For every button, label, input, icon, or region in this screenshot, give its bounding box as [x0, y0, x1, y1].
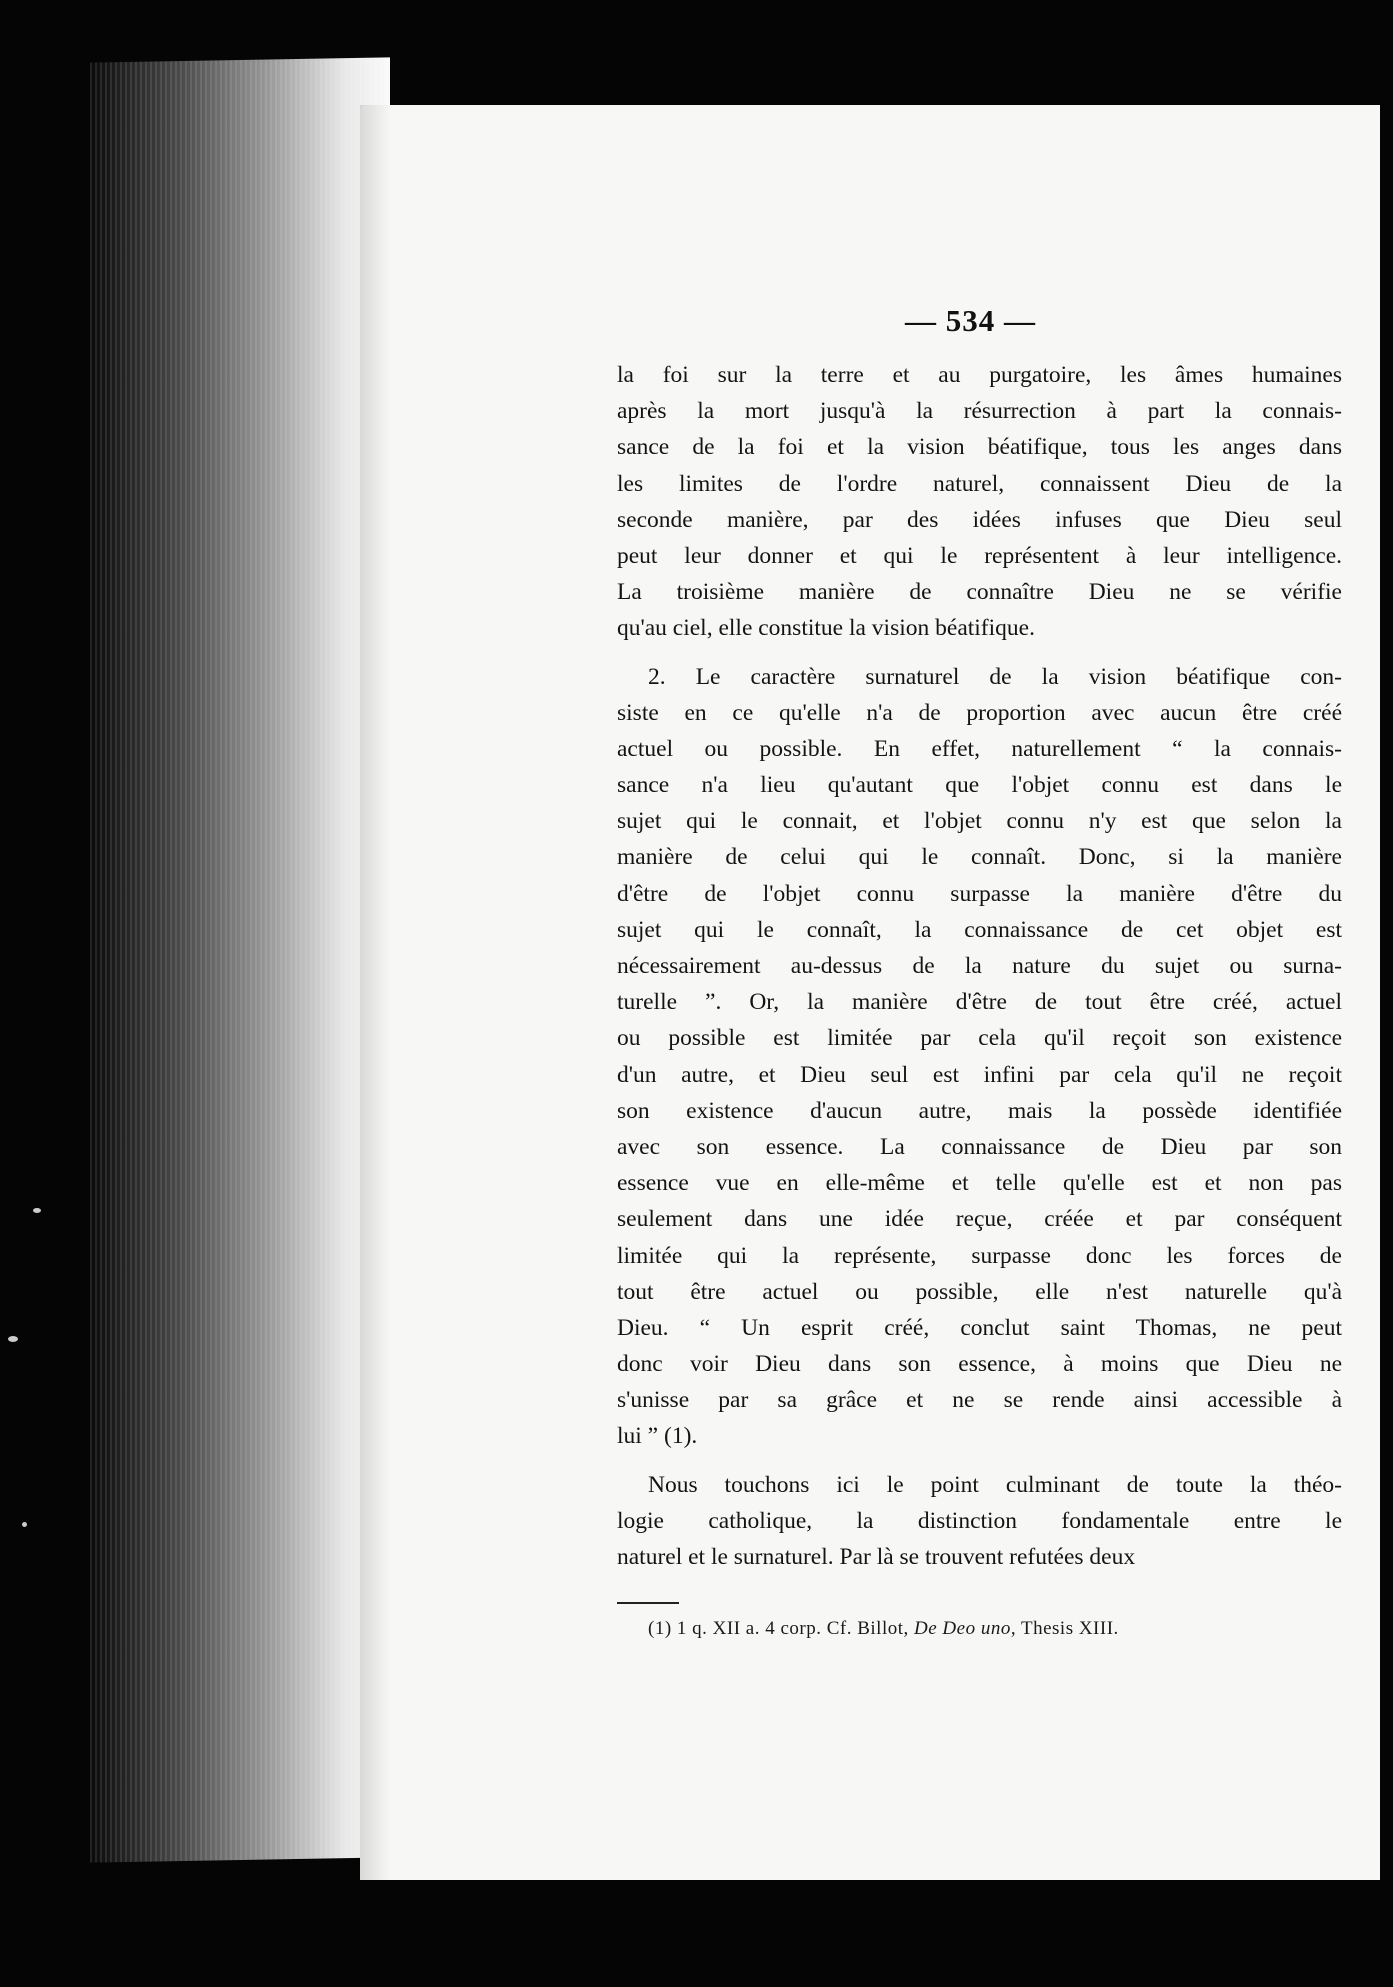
text-line: naturel et le surnaturel. Par là se trouvent refutées deux	[617, 1544, 1136, 1570]
text-line: sujet qui le connait, et l'objet connu n'y est que selon la	[617, 808, 1342, 835]
footnote-suffix: , Thesis XIII.	[1010, 1618, 1119, 1639]
text-line: logie catholique, la distinction fondamentale entre le	[617, 1507, 1342, 1534]
page-number: — 534 —	[905, 303, 1036, 338]
text-line: sance n'a lieu qu'autant que l'objet connu est dans le	[617, 772, 1342, 799]
footnote-rule	[617, 1602, 679, 1604]
footnote	[648, 1618, 1308, 1640]
text-line: La troisième manière de connaître Dieu ne se vérifie	[617, 579, 1342, 606]
text-line: avec son essence. La connaissance de Dieu par son	[617, 1133, 1342, 1160]
paragraph	[617, 659, 1342, 1455]
body-text	[617, 357, 1342, 1575]
footnote-title: De Deo uno	[914, 1618, 1011, 1639]
paragraph-gap	[617, 1455, 1342, 1467]
text-line: siste en ce qu'elle n'a de proportion avec aucun être créé	[617, 699, 1342, 726]
scan-speck	[8, 1336, 18, 1342]
text-line: nécessairement au-dessus de la nature du sujet ou surna-	[617, 953, 1342, 979]
text-line: après la mort jusqu'à la résurrection à part la connais-	[617, 398, 1342, 425]
text-line: actuel ou possible. En effet, naturellement “ la connais-	[617, 735, 1342, 762]
scan-speck	[22, 1522, 27, 1527]
text-line: essence vue en elle-même et telle qu'elle est et non pas	[617, 1170, 1342, 1197]
text-line: sance de la foi et la vision béatifique, tous les anges dans	[617, 434, 1342, 461]
paragraph	[617, 1467, 1342, 1576]
text-line: sujet qui le connaît, la connaissance de cet objet est	[617, 916, 1342, 943]
text-line: d'être de l'objet connu surpasse la manière d'être du	[617, 880, 1342, 907]
text-line: manière de celui qui le connaît. Donc, si la manière	[617, 844, 1342, 871]
text-line: son existence d'aucun autre, mais la possède identifiée	[617, 1097, 1342, 1124]
text-line: Dieu. “ Un esprit créé, conclut saint Thomas, ne peut	[617, 1314, 1342, 1341]
page-shadow	[360, 105, 390, 1880]
text-line: 2. Le caractère surnaturel de la vision béatifique con-	[648, 663, 1342, 690]
paragraph	[617, 357, 1342, 647]
text-line: d'un autre, et Dieu seul est infini par cela qu'il ne reçoit	[617, 1061, 1342, 1088]
text-line: turelle ”. Or, la manière d'être de tout être créé, actuel	[617, 989, 1342, 1016]
book-gutter-edge	[90, 57, 390, 1862]
text-line: ou possible est limitée par cela qu'il reçoit son existence	[617, 1025, 1342, 1052]
text-line: lui ” (1).	[617, 1423, 698, 1450]
scan-speck	[33, 1208, 41, 1213]
text-line: peut leur donner et qui le représentent à leur intelligence.	[617, 542, 1342, 569]
text-line: Nous touchons ici le point culminant de toute la théo-	[648, 1471, 1342, 1498]
footnote-prefix: (1) 1 q. XII a. 4 corp. Cf. Billot,	[648, 1618, 915, 1639]
text-line: qu'au ciel, elle constitue la vision béatifique.	[617, 615, 1035, 642]
text-line: tout être actuel ou possible, elle n'est naturelle qu'à	[617, 1278, 1342, 1305]
text-line: seulement dans une idée reçue, créée et par conséquent	[617, 1206, 1342, 1233]
text-line: donc voir Dieu dans son essence, à moins que Dieu ne	[617, 1351, 1342, 1378]
text-line: s'unisse par sa grâce et ne se rende ainsi accessible à	[617, 1387, 1342, 1414]
text-line: les limites de l'ordre naturel, connaissent Dieu de la	[617, 470, 1342, 497]
text-line: la foi sur la terre et au purgatoire, les âmes humaines	[617, 362, 1342, 388]
paragraph-gap	[617, 647, 1342, 659]
text-line: limitée qui la représente, surpasse donc les forces de	[617, 1242, 1342, 1269]
text-line: seconde manière, par des idées infuses que Dieu seul	[617, 506, 1342, 533]
